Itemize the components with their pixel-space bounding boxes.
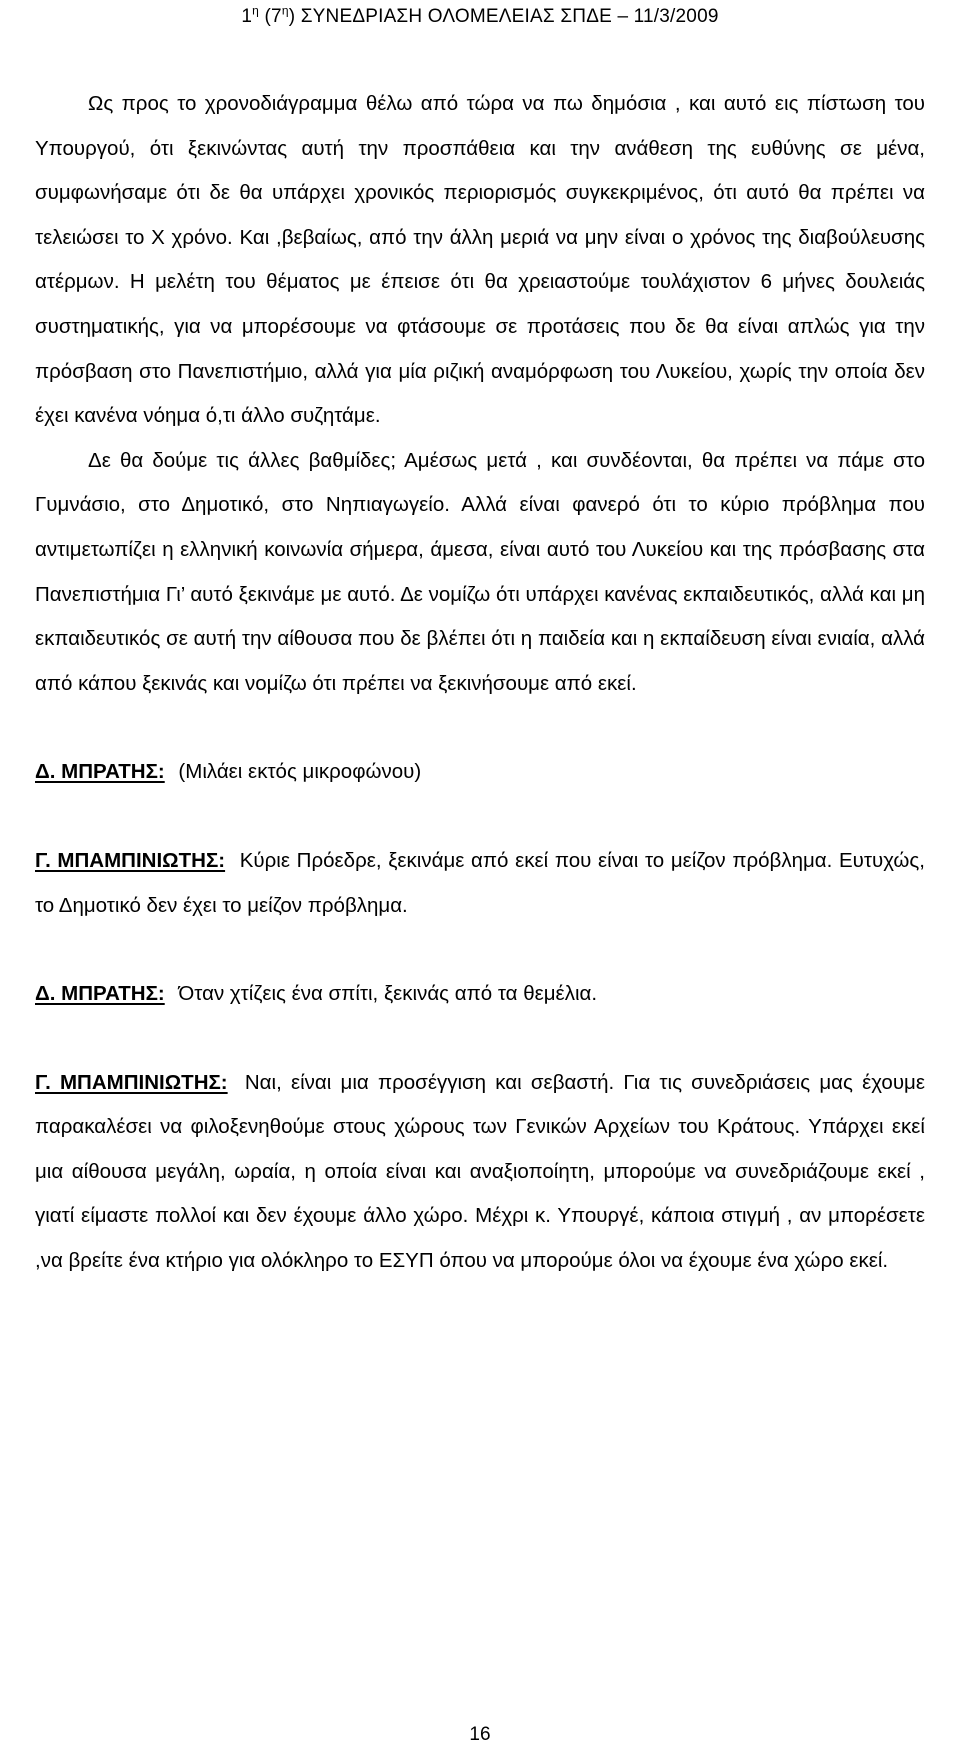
page-number: 16 [469, 1724, 491, 1745]
spacer [35, 928, 925, 972]
speaker-name: Γ. ΜΠΑΜΠΙΝΙΩΤΗΣ: [35, 1070, 228, 1094]
header-ordinal-sup-2: η [281, 3, 289, 18]
header-ordinal-sup: η [252, 3, 260, 18]
spacer [35, 706, 925, 750]
dialogue-entry [35, 839, 925, 928]
speaker-name: Γ. ΜΠΑΜΠΙΝΙΩΤΗΣ: [35, 848, 226, 872]
speaker-text: Ναι, είναι μια προσέγγιση και σεβαστή. Για τις συνεδριάσεις μας έχουμε παρακαλέσει να φιλοξενηθούμε στους χώρους των Γενικών Αρχείων του Κράτους. Υπάρχει εκεί μια αίθουσα μεγάλη, ωραία, η οποία είναι και αναξιοποίητη, μπορούμε να συνεδριάζουμε εκεί , γιατί είμαστε πολλοί και δεν έχουμε άλλο χώρο. Μέχρι κ. Υπουργέ, κάποια στιγμή , αν μπορέσετε ,να βρείτε ένα κτήριο για ολόκληρο το ΕΣΥΠ όπου να μπορούμε όλοι να έχουμε ένα χώρο εκεί. [35, 1070, 925, 1273]
header-session-title: ) ΣΥΝΕΔΡΙΑΣΗ ΟΛΟΜΕΛΕΙΑΣ ΣΠΔΕ – 11/3/2009 [288, 6, 719, 27]
header-session-open: (7 [259, 6, 282, 27]
running-header [0, 3, 960, 28]
speaker-text: Κύριε Πρόεδρε, ξεκινάμε από εκεί που είναι το μείζον πρόβλημα. Ευτυχώς, το Δημοτικό δεν έχει το μείζον πρόβλημα. [35, 848, 925, 917]
dialogue-entry [35, 1061, 925, 1284]
speaker-name: Δ. ΜΠΡΑΤΗΣ: [35, 982, 165, 1006]
document-body [35, 82, 925, 1284]
header-session-prefix: 1 [241, 6, 253, 27]
dialogue-entry [35, 972, 925, 1017]
speaker-name: Δ. ΜΠΡΑΤΗΣ: [35, 760, 165, 784]
speaker-text: (Μιλάει εκτός μικροφώνου) [178, 760, 422, 784]
paragraph-timeline: Ως προς το χρονοδιάγραμμα θέλω από τώρα να πω δημόσια , και αυτό εις πίστωση του Υπουργού, ότι ξεκινώντας αυτή την προσπάθεια και την ανάθεση της ευθύνης σε μένα, συμφωνήσαμε ότι δε θα υπάρχει χρονικός περιορισμός συγκεκριμένος, ότι αυτό θα πρέπει να τελειώσει το Χ χρόνο. Και ,βεβαίως, από την άλλη μεριά να μην είναι ο χρόνος της διαβούλευσης ατέρμων. Η μελέτη του θέματος με έπεισε ότι θα χρειαστούμε τουλάχιστον 6 μήνες δουλειάς συστηματικής, για να μπορέσουμε να φτάσουμε σε προτάσεις που δε θα είναι απλώς για την πρόσβαση στο Πανεπιστήμιο, αλλά για μία ριζική αναμόρφωση του Λυκείου, χωρίς την οποία δεν έχει κανένα νόημα ό,τι άλλο συζητάμε. [35, 92, 925, 428]
dialogue-entry [35, 750, 925, 795]
spacer [35, 1017, 925, 1061]
paragraph-levels: Δε θα δούμε τις άλλες βαθμίδες; Αμέσως μετά , και συνδέονται, θα πρέπει να πάμε στο Γυμνάσιο, στο Δημοτικό, στο Νηπιαγωγείο. Αλλά είναι φανερό ότι το κύριο πρόβλημα που αντιμετωπίζει η ελληνική κοινωνία σήμερα, άμεσα, είναι αυτό του Λυκείου και της πρόσβασης στα Πανεπιστήμια Γι’ αυτό ξεκινάμε με αυτό. Δε νομίζω ότι υπάρχει κανένας εκπαιδευτικός, αλλά και μη εκπαιδευτικός σε αυτή την αίθουσα που δε βλέπει ότι η παιδεία και η εκπαίδευση είναι ενιαία, αλλά από κάπου ξεκινάς και νομίζω ότι πρέπει να ξεκινήσουμε από εκεί. [35, 448, 925, 695]
spacer [35, 795, 925, 839]
speaker-text: Όταν χτίζεις ένα σπίτι, ξεκινάς από τα θεμέλια. [178, 982, 598, 1006]
